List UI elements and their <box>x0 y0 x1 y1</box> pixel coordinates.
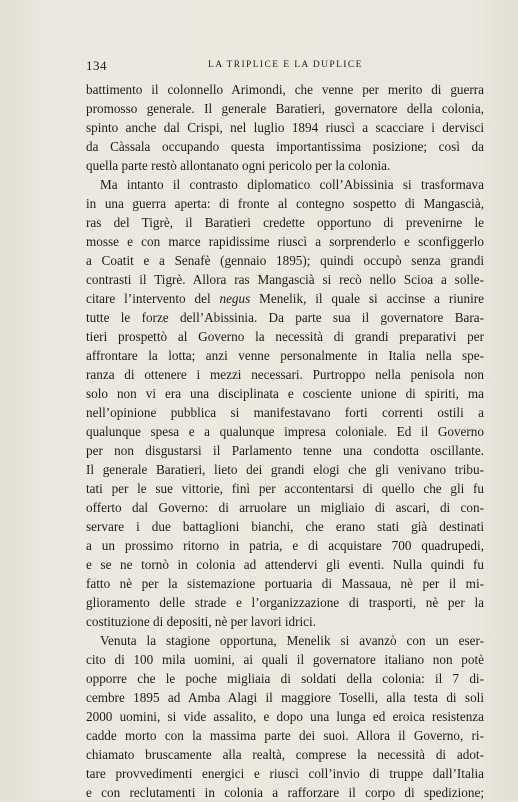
text-line: nell’opinione pubblica si manifestavano forti correnti ostili a <box>86 405 484 420</box>
text-line: Il generale Baratieri, lieto dei grandi elogi che gli venivano tribu- <box>86 462 484 477</box>
text-line: 2000 uomini, si vide assalito, e dopo una lunga ed eroica resistenza <box>86 709 484 724</box>
text-line: tati per le sue vittorie, finì per accontentarsi di quello che gli fu <box>86 481 484 496</box>
text-line: fatto nè per la sistemazione portuaria di Massaua, nè per il mi- <box>86 576 484 591</box>
running-title: LA TRIPLICE E LA DUPLICE <box>208 60 363 70</box>
text-fragment: citare l’intervento del <box>86 291 220 306</box>
text-line: e se ne tornò in colonia ad attendervi gli eventi. Nulla quindi fu <box>86 557 484 572</box>
text-line: chiamato bruscamente alla realtà, comprese la necessità di adot- <box>86 747 484 762</box>
text-line: Venuta la stagione opportuna, Menelik si avanzò con un eser- <box>100 633 484 648</box>
text-line: ranza di ottenere i mezzi necessari. Purtroppo nella penisola non <box>86 367 484 382</box>
italic-term: negus <box>219 291 251 306</box>
paragraph <box>86 631 484 802</box>
text-line: servare i due battaglioni bianchi, che erano stati già destinati <box>86 519 484 534</box>
text-line: tieri prospettò al Governo la necessità di grandi preparativi per <box>86 329 484 344</box>
text-line: Ma intanto il contrasto diplomatico coll’Abissinia si trasformava <box>100 177 484 192</box>
paragraph <box>86 175 484 631</box>
text-line: qualunque spesa e a qualunque impresa coloniale. Ed il Governo <box>86 424 484 439</box>
text-line-with-italic <box>86 289 484 308</box>
page-number: 134 <box>86 58 107 73</box>
text-fragment: Menelik, il quale si accinse a riunire <box>250 291 484 306</box>
text-line: battimento il colonnello Arimondi, che venne per merito di guerra <box>86 82 484 97</box>
text-line: contrasti il Tigrè. Allora ras Mangascià si recò nello Scioa a solle- <box>86 272 484 287</box>
text-line: solo non vi era una disciplinata e cosciente unione di spiriti, ma <box>86 386 484 401</box>
text-line: a un prossimo ritorno in patria, e di acquistare 700 quadrupedi, <box>86 538 484 553</box>
text-line: quella parte restò allontanato ogni pericolo per la colonia. <box>86 158 391 173</box>
text-line: offerto dal Governo: di arruolare un migliaio di ascari, di con- <box>86 500 484 515</box>
text-line: spinto anche dal Crispi, nel luglio 1894 riuscì a scacciare i dervisci <box>86 120 484 135</box>
text-line: tare provvedimenti energici e riuscì coll’invio di truppe dall’Italia <box>86 766 484 781</box>
text-line: a Coatit e a Senafè (gennaio 1895); quindi occupò senza grandi <box>86 253 484 268</box>
text-line: mosse e con marce rapidissime riuscì a sorprenderlo e sconfiggerlo <box>86 234 484 249</box>
text-line: opporre che le poche migliaia di soldati della colonia: il 7 di- <box>86 671 484 686</box>
paragraph <box>86 80 484 175</box>
text-line: cembre 1895 ad Amba Alagi il maggiore Toselli, alla testa di soli <box>86 690 484 705</box>
text-line: in una guerra aperta: di fronte al contegno sospetto di Mangascià, <box>86 196 484 211</box>
running-head <box>86 58 483 76</box>
text-line: cito di 100 mila uomini, ai quali il governatore italiano non potè <box>86 652 484 667</box>
text-line: da Càssala occupando questa importantissima posizione; così da <box>86 139 484 154</box>
text-line: per non disgustarsi il Parlamento tenne una condotta oscillante. <box>86 443 484 458</box>
text-line: promosso generale. Il generale Baratieri, governatore della colonia, <box>86 101 484 116</box>
text-line: costituzione di depositi, nè per lavori idrici. <box>86 614 316 629</box>
text-line: e con reclutamenti in colonia a rafforzare il corpo di spedizione; <box>86 785 484 800</box>
text-line: cadde morto con la massima parte dei suoi. Allora il Governo, ri- <box>86 728 484 743</box>
text-line: affrontare la lotta; anzi venne personalmente in Italia nella spe- <box>86 348 484 363</box>
text-line: ras del Tigrè, il Baratieri credette opportuno di prevenirne le <box>86 215 484 230</box>
text-line: tutte le forze dell’Abissinia. Da parte sua il governatore Bara- <box>86 310 484 325</box>
text-line: glioramento delle strade e l’organizzazione di trasporti, nè per la <box>86 595 484 610</box>
body-text <box>86 80 484 802</box>
